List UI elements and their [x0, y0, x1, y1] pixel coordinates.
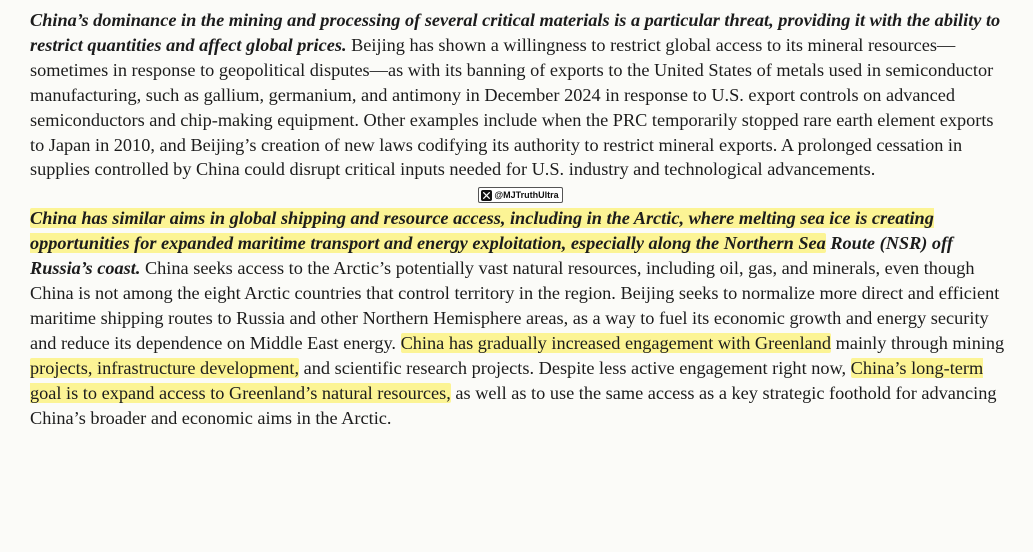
paragraph-body-text-3: and scientific research projects. Despite less active engagement right now,: [299, 357, 851, 378]
paragraph-arctic-shipping: [30, 206, 1011, 430]
watermark-handle: @MJTruthUltra: [494, 190, 559, 201]
paragraph-critical-materials: [30, 8, 1011, 182]
watermark-badge: [478, 187, 562, 203]
highlight-long-term-goal: China’s long-term goal is to expand access to Greenland’s natural resources,: [30, 357, 984, 403]
highlight-greenland-engagement: China has gradually increased engagement with Greenland: [400, 332, 832, 353]
watermark-row: [30, 184, 1011, 206]
paragraph-body-text: Beijing has shown a willingness to restrict global access to its mineral resources—sometimes in response to geopolitical disputes—as with its banning of exports to the United States of metals used in semiconductor manufacturing, such as gallium, germanium, and antimony in December 2024 in response to U.S. export controls on advanced semiconductors and chip-making equipment. Other examples include when the PRC temporarily stopped rare earth element exports to Japan in 2010, and Beijing’s creation of new laws codifying its authority to restrict mineral exports. A prolonged cessation in supplies controlled by China could disrupt critical inputs needed for U.S. industry and technological advancements.: [30, 34, 994, 180]
paragraph-body-text-2: mainly through mining: [831, 332, 1005, 353]
paragraph-lead-rest: Route (NSR) off Russia’s coast.: [30, 233, 953, 279]
paragraph-lead-text: China’s dominance in the mining and processing of several critical materials is a particular threat, providing it with the ability to restrict quantities and affect global prices.: [30, 10, 1001, 55]
highlight-infrastructure: projects, infrastructure development,: [30, 357, 300, 378]
paragraph-lead-highlighted: China has similar aims in global shipping and resource access, including in the Arctic, where melting sea ice is creating opportunities for expanded maritime transport and energy exploitation, especially along the Northern Sea: [30, 208, 934, 254]
x-logo-icon: [481, 190, 492, 201]
paragraph-body-text-1: China seeks access to the Arctic’s potentially vast natural resources, including oil, gas, and minerals, even though China is not among the eight Arctic countries that control territory in the region. Beijing seeks to normalize more direct and efficient maritime shipping routes to Russia and other Northern Hemisphere areas, as a way to fuel its economic growth and energy security and reduce its dependence on Middle East energy.: [30, 258, 1000, 353]
paragraph-body-text-4: as well as to use the same access as a key strategic foothold for advancing China’s broader and economic aims in the Arctic.: [30, 382, 997, 428]
